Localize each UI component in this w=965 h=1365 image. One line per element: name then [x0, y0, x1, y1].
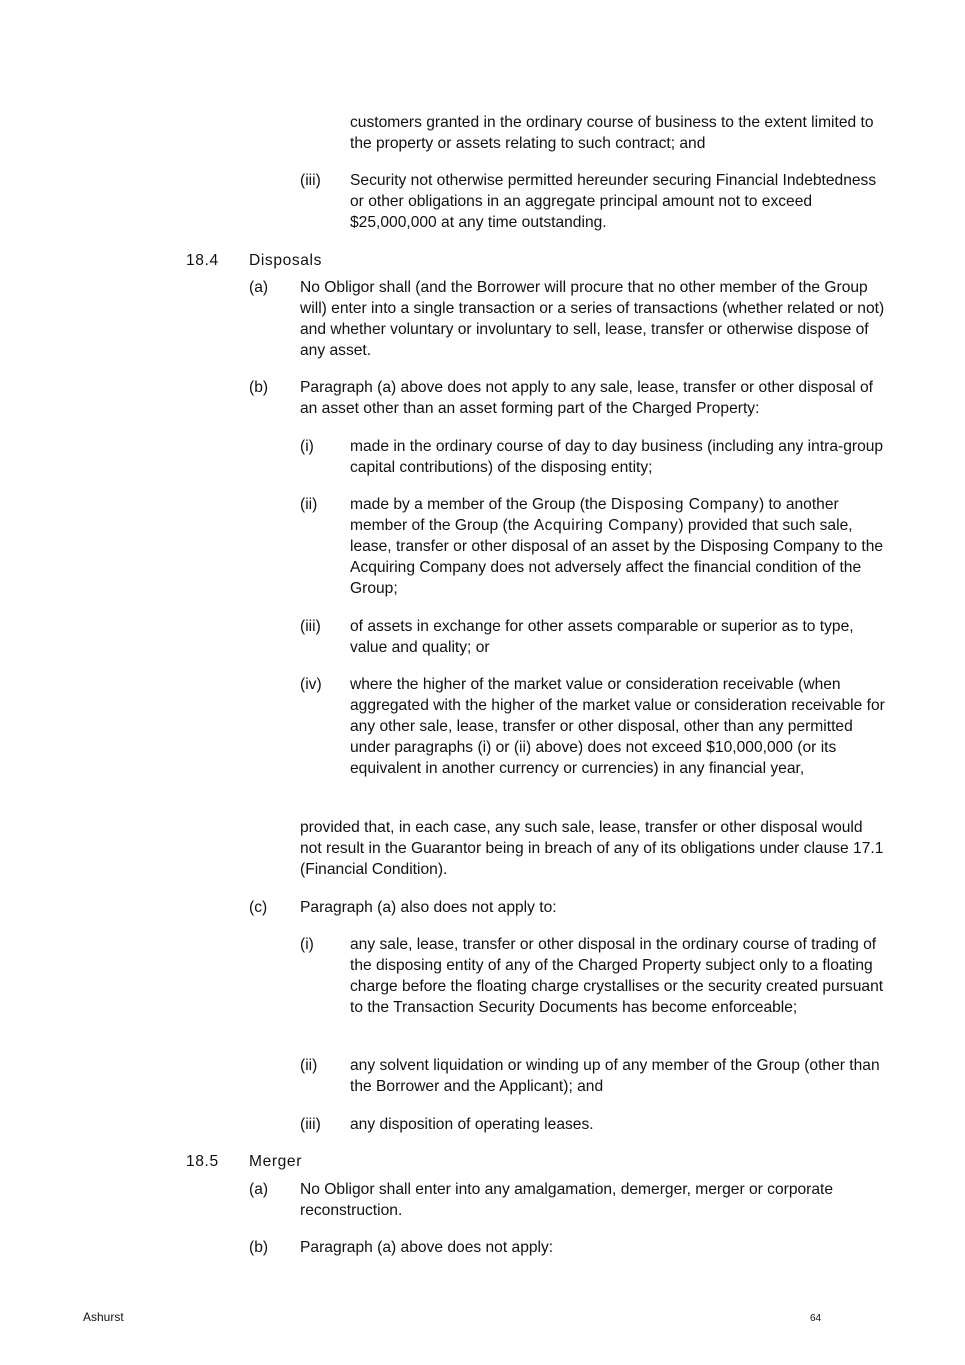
item-number: (ii) — [300, 496, 318, 513]
paragraph-text: No Obligor shall enter into any amalgamation, demerger, merger or corporate reconstruction. — [300, 1181, 834, 1219]
defined-term: Disposing Company — [610, 496, 759, 513]
footer-firm-name: Ashurst — [83, 1310, 124, 1324]
paragraph-continuation: customers granted in the ordinary course of business to the extent limited to the property or assets relating to such contract; and — [350, 114, 874, 152]
paragraph-text: No Obligor shall (and the Borrower will procure that no other member of the Group will) enter into a single transaction or a series of transactions (whether related or not) and whether voluntary or involuntary to sell, lease, transfer or otherwise dispose of any asset. — [300, 279, 885, 359]
item-number: (i) — [300, 936, 314, 953]
page-number: 64 — [810, 1313, 822, 1324]
paragraph-number: (c) — [249, 899, 268, 916]
item-text: of assets in exchange for other assets comparable or superior as to type, value and quality; or — [350, 618, 854, 656]
item-number: (iv) — [300, 676, 322, 693]
item-text: made by a member of the Group (the Disposing Company) to another member of the Group (the Acquiring Company) provided that such sale, lease, transfer or other disposal of an asset by the Disposing Company to the Acquiring Company does not adversely affect the financial condition of the Group; — [350, 496, 884, 597]
item-text: any disposition of operating leases. — [350, 1116, 594, 1133]
proviso-text: provided that, in each case, any such sale, lease, transfer or other disposal would not result in the Guarantor being in breach of any of its obligations under clause 17.1 (Financial Condition). — [300, 819, 884, 878]
clause-number: 18.4 — [186, 252, 219, 269]
item-text: where the higher of the market value or consideration receivable (when aggregated with the higher of the market value or consideration receivable for any other sale, lease, transfer or other disposal, other than any permitted under paragraphs (i) or (ii) above) does not exceed $10,000,000 (or its equivalent in another currency or currencies) in any financial year, — [350, 676, 885, 777]
paragraph-text: Paragraph (a) above does not apply: — [300, 1239, 554, 1256]
item-text: any sale, lease, transfer or other disposal in the ordinary course of trading of the disposing entity of any of the Charged Property subject only to a floating charge before the floating charge crystallises or the security created pursuant to the Transaction Security Documents has become enforceable; — [350, 936, 884, 1016]
clause-heading: Merger — [249, 1153, 302, 1170]
item-number: (i) — [300, 438, 314, 455]
item-text: made in the ordinary course of day to day business (including any intra-group capital contributions) of the disposing entity; — [350, 438, 884, 476]
clause-number: 18.5 — [186, 1153, 219, 1170]
paragraph-number: (b) — [249, 379, 269, 396]
item-number: (iii) — [300, 172, 321, 189]
paragraph-text: Paragraph (a) above does not apply to any sale, lease, transfer or other disposal of an asset other than an asset forming part of the Charged Property: — [300, 379, 873, 417]
item-number: (iii) — [300, 618, 321, 635]
paragraph-number: (a) — [249, 1181, 269, 1198]
clause-heading: Disposals — [249, 252, 322, 269]
paragraph-number: (b) — [249, 1239, 269, 1256]
item-text: Security not otherwise permitted hereunder securing Financial Indebtedness or other obligations in an aggregate principal amount not to exceed $25,000,000 at any time outstanding. — [350, 172, 877, 231]
defined-term: Acquiring Company — [533, 517, 679, 534]
paragraph-number: (a) — [249, 279, 269, 296]
paragraph-text: Paragraph (a) also does not apply to: — [300, 899, 557, 916]
item-number: (iii) — [300, 1116, 321, 1133]
item-number: (ii) — [300, 1057, 318, 1074]
item-text: any solvent liquidation or winding up of any member of the Group (other than the Borrower and the Applicant); and — [350, 1057, 880, 1095]
